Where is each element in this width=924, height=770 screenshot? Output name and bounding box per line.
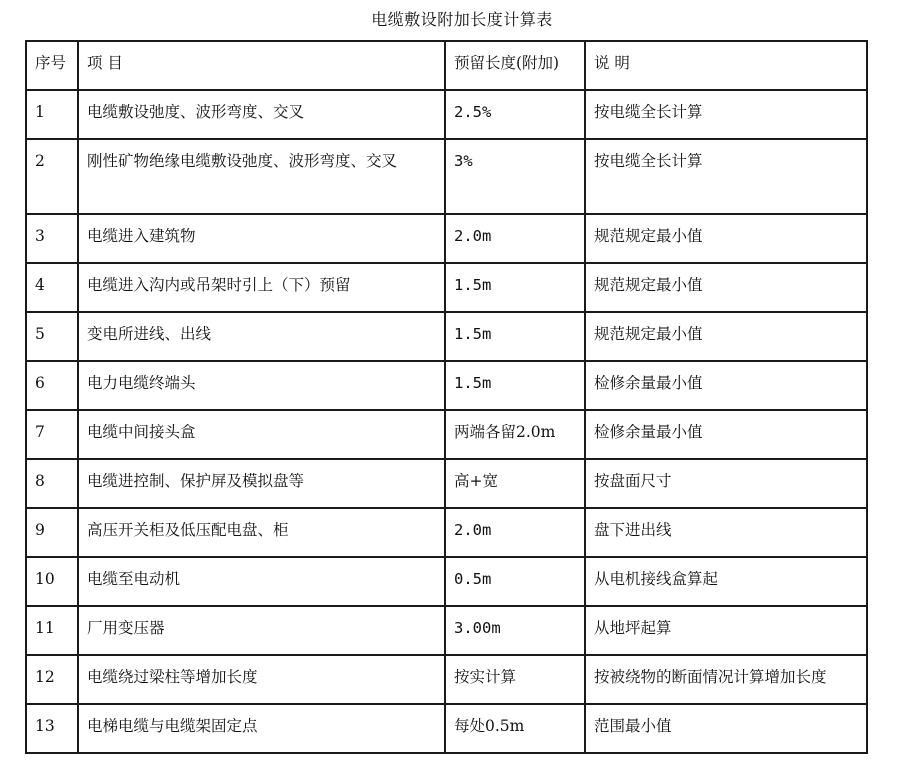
table-row: [26, 606, 867, 655]
table-header-row: [26, 41, 867, 90]
row-item: 电缆进入沟内或吊架时引上（下）预留: [78, 263, 445, 312]
row-length: 2.5%: [445, 90, 585, 139]
row-no: 11: [26, 606, 78, 655]
row-note: 检修余量最小值: [585, 361, 867, 410]
row-note: 从地坪起算: [585, 606, 867, 655]
header-note: 说 明: [585, 41, 867, 90]
row-no: 7: [26, 410, 78, 459]
row-note: 规范规定最小值: [585, 312, 867, 361]
row-item: 电缆进控制、保护屏及模拟盘等: [78, 459, 445, 508]
row-length: 3%: [445, 139, 585, 214]
row-note: 规范规定最小值: [585, 263, 867, 312]
row-item: 厂用变压器: [78, 606, 445, 655]
row-length: 两端各留2.0m: [445, 410, 585, 459]
row-item: 变电所进线、出线: [78, 312, 445, 361]
row-note: 盘下进出线: [585, 508, 867, 557]
table-row: [26, 655, 867, 704]
table-row: [26, 263, 867, 312]
row-item: 电缆至电动机: [78, 557, 445, 606]
row-item: 电缆绕过梁柱等增加长度: [78, 655, 445, 704]
row-note: 从电机接线盒算起: [585, 557, 867, 606]
table-row: [26, 139, 867, 214]
row-length: 0.5m: [445, 557, 585, 606]
table-row: [26, 704, 867, 753]
row-length: 2.0m: [445, 214, 585, 263]
row-item: 电缆中间接头盒: [78, 410, 445, 459]
header-no: 序号: [26, 41, 78, 90]
row-no: 1: [26, 90, 78, 139]
row-no: 13: [26, 704, 78, 753]
header-item: 项 目: [78, 41, 445, 90]
row-note: 检修余量最小值: [585, 410, 867, 459]
row-length: 1.5m: [445, 361, 585, 410]
row-item: 电缆进入建筑物: [78, 214, 445, 263]
table-row: [26, 214, 867, 263]
table-title: 电缆敷设附加长度计算表: [371, 10, 553, 29]
row-no: 5: [26, 312, 78, 361]
cable-length-table: [25, 40, 868, 754]
table-row: [26, 459, 867, 508]
table-row: [26, 410, 867, 459]
row-no: 9: [26, 508, 78, 557]
table-row: [26, 90, 867, 139]
table-row: [26, 508, 867, 557]
row-length: 1.5m: [445, 312, 585, 361]
row-length: 按实计算: [445, 655, 585, 704]
row-note: 按盘面尺寸: [585, 459, 867, 508]
row-no: 4: [26, 263, 78, 312]
row-no: 10: [26, 557, 78, 606]
row-item: 刚性矿物绝缘电缆敷设弛度、波形弯度、交叉: [78, 139, 445, 214]
row-length: 2.0m: [445, 508, 585, 557]
table-row: [26, 361, 867, 410]
table-row: [26, 557, 867, 606]
row-item: 电缆敷设弛度、波形弯度、交叉: [78, 90, 445, 139]
row-note: 按电缆全长计算: [585, 139, 867, 214]
table-row: [26, 312, 867, 361]
row-item: 电梯电缆与电缆架固定点: [78, 704, 445, 753]
row-no: 6: [26, 361, 78, 410]
row-note: 规范规定最小值: [585, 214, 867, 263]
row-no: 3: [26, 214, 78, 263]
header-length: 预留长度(附加): [445, 41, 585, 90]
row-length: 1.5m: [445, 263, 585, 312]
row-no: 8: [26, 459, 78, 508]
row-note: 范围最小值: [585, 704, 867, 753]
row-no: 2: [26, 139, 78, 214]
row-length: 3.00m: [445, 606, 585, 655]
row-item: 高压开关柜及低压配电盘、柜: [78, 508, 445, 557]
row-length: 每处0.5m: [445, 704, 585, 753]
row-length: 高+宽: [445, 459, 585, 508]
row-item: 电力电缆终端头: [78, 361, 445, 410]
row-note: 按被绕物的断面情况计算增加长度: [585, 655, 867, 704]
row-note: 按电缆全长计算: [585, 90, 867, 139]
row-no: 12: [26, 655, 78, 704]
